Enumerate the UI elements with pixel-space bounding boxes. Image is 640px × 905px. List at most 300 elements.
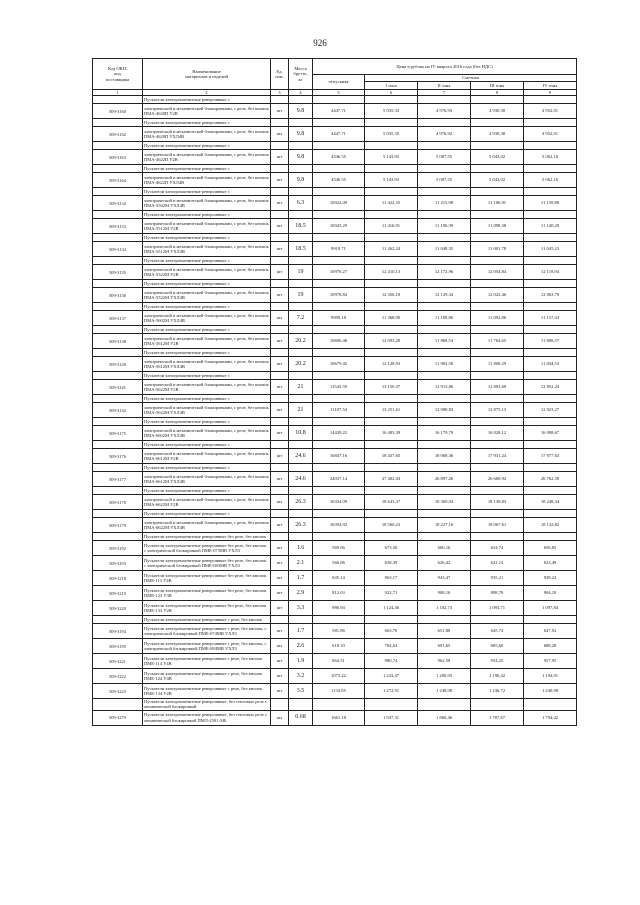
empty-cell <box>524 699 577 711</box>
table-row <box>93 601 577 616</box>
price-zone1: 638,39 <box>365 556 418 571</box>
column-number: 4 <box>289 90 313 96</box>
price-zone4: 11 808,57 <box>524 334 577 349</box>
empty-cell <box>418 234 471 242</box>
group-name: Пускатели электромагнитные реверсивные с <box>143 395 271 403</box>
price-zone2: 11 903,58 <box>418 357 471 372</box>
empty-cell <box>93 349 143 357</box>
empty-cell <box>289 119 313 127</box>
table-row <box>93 150 577 165</box>
empty-cell <box>289 441 313 449</box>
header-unit-label: Ед. <box>276 68 283 74</box>
item-mass: 1.7 <box>289 571 313 586</box>
price-zone1: 5 143,93 <box>365 150 418 165</box>
item-mass: 21 <box>289 380 313 395</box>
item-code: 509-3179 <box>93 518 143 533</box>
empty-cell <box>418 510 471 518</box>
empty-cell <box>365 441 418 449</box>
item-mass: 26.3 <box>289 495 313 510</box>
price-zone4: 1 194,91 <box>524 669 577 684</box>
empty-cell <box>418 487 471 495</box>
group-header-row <box>93 188 577 196</box>
empty-cell <box>93 211 143 219</box>
empty-cell <box>271 533 289 541</box>
empty-cell <box>471 487 524 495</box>
table-row <box>93 541 577 556</box>
price-wholesale: 24037.14 <box>313 472 365 487</box>
header-zone4: IV зона <box>524 82 577 90</box>
item-unit: шт <box>271 654 289 669</box>
price-zone4: 17 977,63 <box>524 449 577 464</box>
item-name: электрической и механической блокировками, с реле, без кнопок ПМА-5622М У2В <box>143 380 271 395</box>
price-zone4: 12 118,94 <box>524 265 577 280</box>
table-row <box>93 586 577 601</box>
empty-cell <box>271 395 289 403</box>
price-zone2: 11 048,35 <box>418 242 471 257</box>
price-zone1: 704,63 <box>365 639 418 654</box>
item-code: 509-3221 <box>93 654 143 669</box>
empty-cell <box>289 699 313 711</box>
price-zone2: 18 068,36 <box>418 449 471 464</box>
empty-cell <box>289 165 313 173</box>
group-name: Пускатели электромагнитные реверсивные с <box>143 119 271 127</box>
empty-cell <box>471 616 524 624</box>
empty-cell <box>93 395 143 403</box>
item-unit: шт <box>271 710 289 725</box>
empty-cell <box>93 326 143 334</box>
header-unit-sub: изм. <box>275 74 284 79</box>
header-code <box>93 59 143 90</box>
empty-cell <box>418 165 471 173</box>
item-name: электрической и механической блокировками, с реле, без кнопок ПМА-5602М УХЛ4В <box>143 311 271 326</box>
item-code: 509-3193 <box>93 556 143 571</box>
empty-cell <box>271 616 289 624</box>
item-code: 509-3162 <box>93 127 143 142</box>
empty-cell <box>271 211 289 219</box>
empty-cell <box>93 464 143 472</box>
item-name: электрической и механической блокировками, с реле, без кнопок ПМА-5522М УХЛ4В <box>143 288 271 303</box>
price-zone2: 26 897,26 <box>418 472 471 487</box>
empty-cell <box>313 372 365 380</box>
group-header-row <box>93 303 577 311</box>
item-mass: 24.6 <box>289 449 313 464</box>
empty-cell <box>524 464 577 472</box>
price-zone2: 4 976,93 <box>418 104 471 119</box>
empty-cell <box>289 188 313 196</box>
empty-cell <box>313 96 365 104</box>
group-header-row <box>93 257 577 265</box>
item-name: электрической и механической блокировками, с реле, без кнопок ПМА-5612М У2В <box>143 334 271 349</box>
price-zone3: 11 098,38 <box>471 219 524 234</box>
empty-cell <box>313 142 365 150</box>
empty-cell <box>471 349 524 357</box>
item-unit: шт <box>271 334 289 349</box>
empty-cell <box>524 441 577 449</box>
price-zone1: 1 272,91 <box>365 684 418 699</box>
item-unit: шт <box>271 173 289 188</box>
item-unit: шт <box>271 311 289 326</box>
empty-cell <box>365 699 418 711</box>
empty-cell <box>365 257 418 265</box>
item-name: электрической и механической блокировками, с реле, без кнопок ПМА-5502М УХЛ4В <box>143 196 271 211</box>
empty-cell <box>313 165 365 173</box>
empty-cell <box>471 533 524 541</box>
price-zone2: 1 102,73 <box>418 601 471 616</box>
item-name: электрической и механической блокировками, с реле, без кнопок ПМА-5512М У2В <box>143 219 271 234</box>
price-zone1: 16 483,39 <box>365 426 418 441</box>
group-name: Пускатели электромагнитные реверсивные с <box>143 372 271 380</box>
empty-cell <box>418 326 471 334</box>
table-row <box>93 556 577 571</box>
empty-cell <box>524 303 577 311</box>
item-code: 509-3133 <box>93 219 143 234</box>
price-zone3: 11 092,86 <box>471 311 524 326</box>
empty-cell <box>471 119 524 127</box>
item-name: Пускатели электромагнитные реверсивные с реле, без кнопок, с электрической блокировкой ПМЕ-084МВ УХЛ3 <box>143 639 271 654</box>
table-row <box>93 334 577 349</box>
item-mass: 9.8 <box>289 104 313 119</box>
empty-cell <box>524 395 577 403</box>
empty-cell <box>471 142 524 150</box>
price-wholesale: 16847.16 <box>313 449 365 464</box>
group-name: Пускатели электромагнитные реверсивные с <box>143 211 271 219</box>
item-unit: шт <box>271 601 289 616</box>
price-zone1: 27 402,04 <box>365 472 418 487</box>
price-zone4: 1 794,42 <box>524 710 577 725</box>
price-wholesale: 10976.27 <box>313 265 365 280</box>
item-mass: 19 <box>289 265 313 280</box>
table-row <box>93 380 577 395</box>
header-code-label: Код ОКП, <box>107 65 128 71</box>
price-zone2: 16 179,79 <box>418 426 471 441</box>
column-number: 9 <box>524 90 577 96</box>
empty-cell <box>271 464 289 472</box>
item-code: 509-3176 <box>93 449 143 464</box>
group-header-row <box>93 280 577 288</box>
empty-cell <box>313 510 365 518</box>
price-zone3: 18 067,61 <box>471 518 524 533</box>
header-wholesale: отпускная <box>313 75 365 90</box>
item-mass: 26.3 <box>289 518 313 533</box>
price-wholesale: 1073.22 <box>313 669 365 684</box>
price-zone4: 656,85 <box>524 541 577 556</box>
price-zone4: 18 132,82 <box>524 518 577 533</box>
empty-cell <box>471 326 524 334</box>
empty-cell <box>289 418 313 426</box>
group-header-row <box>93 699 577 711</box>
price-wholesale: 812.03 <box>313 586 365 601</box>
table-row <box>93 639 577 654</box>
empty-cell <box>271 372 289 380</box>
price-wholesale: 4546.55 <box>313 150 365 165</box>
table-body <box>93 96 577 726</box>
item-code: 509-3137 <box>93 311 143 326</box>
price-zone3: 685,60 <box>471 639 524 654</box>
empty-cell <box>365 165 418 173</box>
group-name: Пускатели электромагнитные реверсивные с <box>143 418 271 426</box>
empty-cell <box>271 165 289 173</box>
item-mass: 1.6 <box>289 541 313 556</box>
empty-cell <box>418 699 471 711</box>
group-header-row <box>93 326 577 334</box>
empty-cell <box>524 326 577 334</box>
price-zone3: 12 054,84 <box>471 265 524 280</box>
header-row-1 <box>93 59 577 75</box>
group-header-row <box>93 616 577 624</box>
group-name: Пускатели электромагнитные реверсивные с <box>143 303 271 311</box>
item-code: 509-3136 <box>93 288 143 303</box>
empty-cell <box>524 533 577 541</box>
empty-cell <box>471 257 524 265</box>
empty-cell <box>289 142 313 150</box>
item-unit: шт <box>271 426 289 441</box>
price-zone4: 12 852,24 <box>524 380 577 395</box>
price-zone4: 12 063,79 <box>524 288 577 303</box>
empty-cell <box>365 372 418 380</box>
group-name: Пускатели электромагнитные реверсивные с <box>143 487 271 495</box>
empty-cell <box>524 280 577 288</box>
empty-cell <box>524 487 577 495</box>
table-row <box>93 669 577 684</box>
price-zone1: 11 262,24 <box>365 242 418 257</box>
price-zone4: 957,95 <box>524 654 577 669</box>
column-number: 7 <box>418 90 471 96</box>
price-wholesale: 1661.18 <box>313 710 365 725</box>
empty-cell <box>313 280 365 288</box>
price-zone2: 651,88 <box>418 624 471 639</box>
price-zone3: 11 106,91 <box>471 196 524 211</box>
empty-cell <box>524 257 577 265</box>
empty-cell <box>313 395 365 403</box>
empty-cell <box>524 510 577 518</box>
header-unit <box>271 59 289 90</box>
price-zone4: 16 098,67 <box>524 426 577 441</box>
empty-cell <box>313 349 365 357</box>
table-row <box>93 495 577 510</box>
price-zone4: 12 923,27 <box>524 403 577 418</box>
price-zone4: 1 240,98 <box>524 684 577 699</box>
group-header-row <box>93 441 577 449</box>
empty-cell <box>418 464 471 472</box>
empty-cell <box>365 280 418 288</box>
item-name: электрической и механической блокировками, с реле, без кнопок ПМА-4620П У2В <box>143 104 271 119</box>
group-header-row <box>93 142 577 150</box>
group-name: Пускатели электромагнитные реверсивные с <box>143 280 271 288</box>
empty-cell <box>271 487 289 495</box>
table-row <box>93 127 577 142</box>
empty-cell <box>524 349 577 357</box>
price-wholesale: 4447.71 <box>313 104 365 119</box>
empty-cell <box>289 303 313 311</box>
item-name: электрической и механической блокировками, с реле, без кнопок ПМА-6612М У2В <box>143 449 271 464</box>
item-name: электрической и механической блокировками, с реле, без кнопок ПМА-6622М У2В <box>143 495 271 510</box>
empty-cell <box>524 142 577 150</box>
item-unit: шт <box>271 196 289 211</box>
price-zone2: 12 172,96 <box>418 265 471 280</box>
item-unit: шт <box>271 127 289 142</box>
item-code: 509-3134 <box>93 242 143 257</box>
item-code: 509-3142 <box>93 403 143 418</box>
table-row <box>93 288 577 303</box>
group-header-row <box>93 349 577 357</box>
empty-cell <box>471 372 524 380</box>
item-unit: шт <box>271 288 289 303</box>
item-unit: шт <box>271 449 289 464</box>
empty-cell <box>271 257 289 265</box>
price-wholesale: 11107.54 <box>313 403 365 418</box>
empty-cell <box>313 326 365 334</box>
price-zone3: 11 764,65 <box>471 334 524 349</box>
empty-cell <box>271 418 289 426</box>
empty-cell <box>289 234 313 242</box>
price-wholesale: 845.14 <box>313 571 365 586</box>
empty-cell <box>313 188 365 196</box>
table-row <box>93 104 577 119</box>
price-zone3: 645,74 <box>471 624 524 639</box>
item-code: 509-3195 <box>93 639 143 654</box>
empty-cell <box>471 234 524 242</box>
price-zone2: 5 087,55 <box>418 173 471 188</box>
header-code-sub2: поставщика <box>105 76 130 82</box>
price-zone4: 938,24 <box>524 571 577 586</box>
price-zone4: 904,10 <box>524 586 577 601</box>
price-zone3: 18 138,83 <box>471 495 524 510</box>
empty-cell <box>271 119 289 127</box>
price-zone4: 11 045,23 <box>524 242 577 257</box>
item-mass: 3.2 <box>289 669 313 684</box>
table-row <box>93 624 577 639</box>
price-wholesale: 16334.09 <box>313 495 365 510</box>
item-unit: шт <box>271 380 289 395</box>
item-mass: 20.2 <box>289 334 313 349</box>
empty-cell <box>365 349 418 357</box>
group-name: Пускатели электромагнитные реверсивные с <box>143 441 271 449</box>
empty-cell <box>93 119 143 127</box>
price-table <box>92 58 577 726</box>
price-zone2: 5 087,55 <box>418 150 471 165</box>
price-wholesale: 9999.18 <box>313 311 365 326</box>
item-mass: 18.5 <box>289 242 313 257</box>
item-code: 509-3163 <box>93 150 143 165</box>
empty-cell <box>418 349 471 357</box>
empty-cell <box>93 372 143 380</box>
group-name: Пускатели электромагнитные реверсивные с <box>143 188 271 196</box>
empty-cell <box>524 188 577 196</box>
table-row <box>93 265 577 280</box>
price-wholesale: 10679.45 <box>313 357 365 372</box>
price-zone2: 11 868,54 <box>418 334 471 349</box>
empty-cell <box>313 616 365 624</box>
price-zone4: 26 762,58 <box>524 472 577 487</box>
empty-cell <box>365 211 418 219</box>
item-unit: шт <box>271 219 289 234</box>
group-name: Пускатели электромагнитные реверсивные без реле, без кнопок <box>143 533 271 541</box>
price-zone4: 11 844,53 <box>524 357 577 372</box>
price-zone2: 12 129,34 <box>418 288 471 303</box>
empty-cell <box>93 699 143 711</box>
price-wholesale: 4546.55 <box>313 173 365 188</box>
item-code: 509-3160 <box>93 104 143 119</box>
item-name: Пускатели электромагнитные реверсивные, без тепловых реле с механической блокировкой ПМЛ-2501 04Б <box>143 710 271 725</box>
item-code: 509-3132 <box>93 196 143 211</box>
group-name: Пускатели электромагнитные реверсивные с <box>143 234 271 242</box>
empty-cell <box>271 96 289 104</box>
empty-cell <box>93 441 143 449</box>
price-zone4: 4 952,01 <box>524 104 577 119</box>
item-code: 509-3135 <box>93 265 143 280</box>
group-header-row <box>93 372 577 380</box>
header-name-sub: материалов и изделий <box>185 74 228 79</box>
table-row <box>93 219 577 234</box>
empty-cell <box>365 326 418 334</box>
item-unit: шт <box>271 669 289 684</box>
table-row <box>93 518 577 533</box>
empty-cell <box>289 326 313 334</box>
empty-cell <box>365 234 418 242</box>
empty-cell <box>313 533 365 541</box>
empty-cell <box>271 349 289 357</box>
item-name: Пускатели электромагнитные реверсивные с реле, без кнопок, с электрической блокировкой ПМЕ-074МВ УХЛ3 <box>143 624 271 639</box>
item-name: Пускатели электромагнитные реверсивные с реле, без кнопок ПМЕ-124 У4В <box>143 669 271 684</box>
empty-cell <box>289 96 313 104</box>
group-name: Пускатели электромагнитные реверсивные с <box>143 142 271 150</box>
price-zone1: 13 251,61 <box>365 403 418 418</box>
price-zone1: 12 128,93 <box>365 357 418 372</box>
price-zone1: 663,70 <box>365 624 418 639</box>
group-name: Пускатели электромагнитные реверсивные с <box>143 165 271 173</box>
item-code: 509-3218 <box>93 571 143 586</box>
table-row <box>93 654 577 669</box>
item-unit: шт <box>271 684 289 699</box>
header-zone3: III зона <box>471 82 524 90</box>
item-name: электрической и механической блокировками, с реле, без кнопок ПМА-5512М УХЛ4В <box>143 242 271 257</box>
empty-cell <box>418 372 471 380</box>
item-code: 509-3164 <box>93 173 143 188</box>
item-name: электрической и механической блокировками, с реле, без кнопок ПМА-5522М У2В <box>143 265 271 280</box>
price-zone1: 980,74 <box>365 654 418 669</box>
price-zone1: 11 416,91 <box>365 219 418 234</box>
header-zone2: II зона <box>418 82 471 90</box>
price-wholesale: 618.10 <box>313 639 365 654</box>
item-unit: шт <box>271 586 289 601</box>
group-header-row <box>93 418 577 426</box>
empty-cell <box>418 395 471 403</box>
item-name: электрической и механической блокировками, с реле, без кнопок ПМА-4622П У2В <box>143 150 271 165</box>
item-unit: шт <box>271 472 289 487</box>
empty-cell <box>418 211 471 219</box>
empty-cell <box>313 119 365 127</box>
empty-cell <box>313 257 365 265</box>
item-mass: 3.3 <box>289 601 313 616</box>
item-mass: 10.8 <box>289 426 313 441</box>
item-name: Пускатели электромагнитные реверсивные без реле, без кнопок ПМЕ-133 У2В <box>143 601 271 616</box>
group-name: Пускатели электромагнитные реверсивные с <box>143 510 271 518</box>
price-zone4: 11 139,80 <box>524 196 577 211</box>
empty-cell <box>289 464 313 472</box>
item-unit: шт <box>271 242 289 257</box>
item-unit: шт <box>271 571 289 586</box>
price-zone4: 11 140,29 <box>524 219 577 234</box>
item-unit: шт <box>271 639 289 654</box>
empty-cell <box>271 280 289 288</box>
empty-cell <box>289 487 313 495</box>
item-mass: 9.8 <box>289 173 313 188</box>
price-wholesale: 4447.71 <box>313 127 365 142</box>
empty-cell <box>289 349 313 357</box>
price-zone2: 18 369,04 <box>418 495 471 510</box>
empty-cell <box>271 303 289 311</box>
price-wholesale: 1134.85 <box>313 684 365 699</box>
